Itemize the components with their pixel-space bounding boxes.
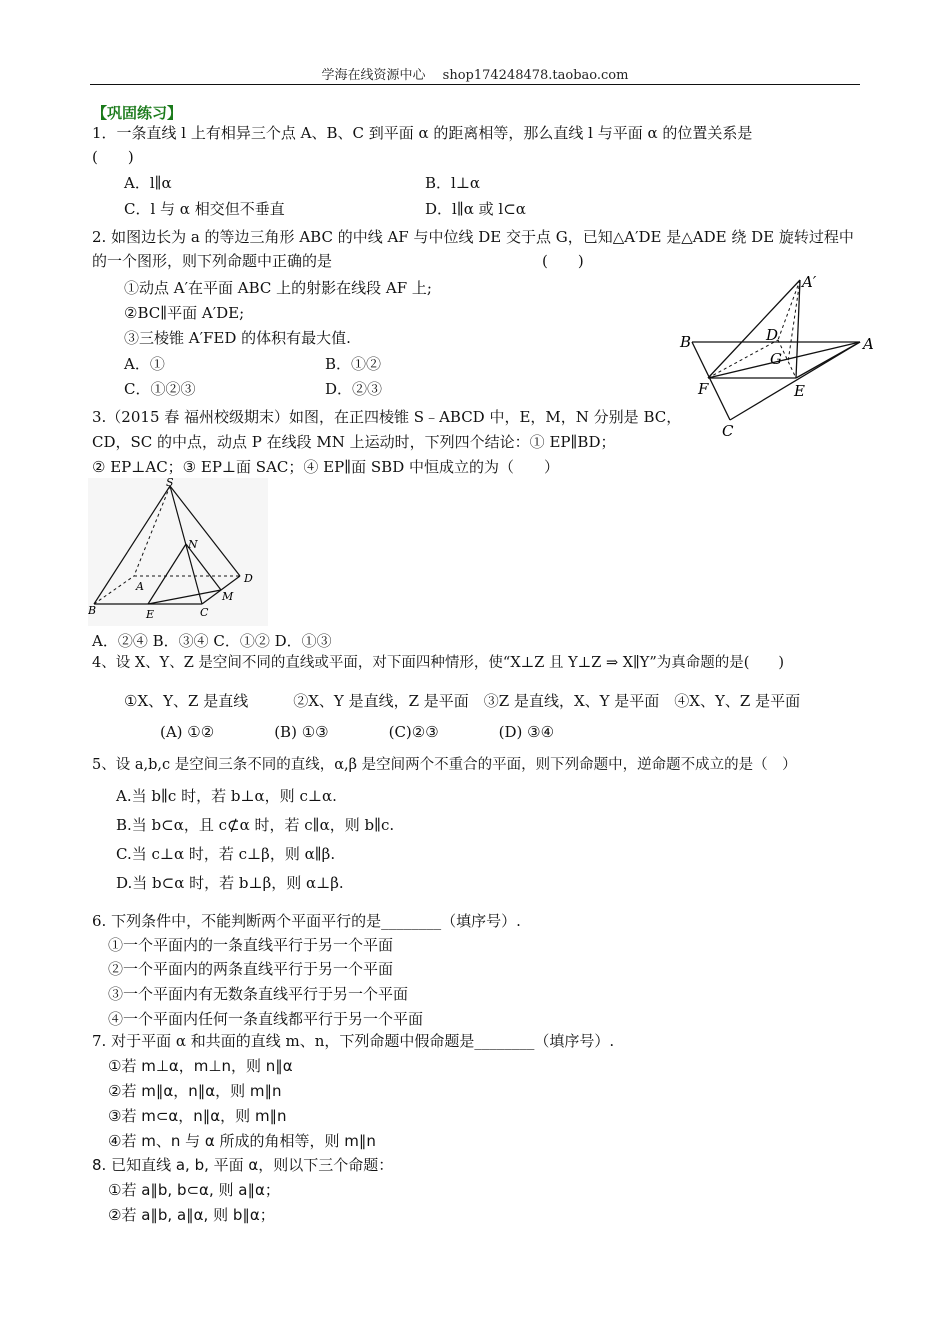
q8-stem: 8. 已知直线 a, b, 平面 α，则以下三个命题： <box>92 1156 394 1174</box>
q1-option-d: D．l∥α 或 l⊂α <box>425 200 526 218</box>
q1-stem-line-1: 1．一条直线 l 上有相异三个点 A、B、C 到平面 α 的距离相等，那么直线 l 与平面 α 的位置关系是 <box>92 124 753 142</box>
fig2-edge-aprime-f <box>708 280 800 378</box>
q8-item-2: ②若 a∥b, a∥α, 则 b∥α； <box>108 1206 275 1224</box>
q7-item-2: ②若 m∥α，n∥α，则 m∥n <box>108 1082 282 1100</box>
q6-item-3: ③一个平面内有无数条直线平行于另一个平面 <box>108 985 409 1003</box>
q6-item-4: ④一个平面内任何一条直线都平行于另一个平面 <box>108 1010 424 1028</box>
fig2-median-fa <box>708 342 860 378</box>
q5-option-c: C.当 c⊥α 时，若 c⊥β，则 α∥β. <box>116 845 336 863</box>
q3-pyramid-figure <box>88 478 268 626</box>
q7-item-4: ④若 m、n 与 α 所成的角相等，则 m∥n <box>108 1132 376 1150</box>
q7-item-3: ③若 m⊂α，n∥α，则 m∥n <box>108 1107 287 1125</box>
fig2-label-e: E <box>794 382 805 400</box>
header-rule <box>90 84 860 85</box>
q2-statement-1: ①动点 A′在平面 ABC 上的射影在线段 AF 上; <box>124 279 432 297</box>
q2-statement-3: ③三棱锥 A′FED 的体积有最大值. <box>124 329 351 347</box>
fig2-label-aprime: A′ <box>802 273 817 291</box>
fig3-label-b: B <box>88 604 97 617</box>
q2-stem-line-1: 2. 如图边长为 a 的等边三角形 ABC 的中线 AF 与中位线 DE 交于点 G，已知△A′DE 是△ADE 绕 DE 旋转过程中 <box>92 228 854 246</box>
q2-option-b: B．①② <box>325 355 382 373</box>
q6-item-2: ②一个平面内的两条直线平行于另一个平面 <box>108 960 394 978</box>
q3-options: A．②④ B．③④ C．①② D．①③ <box>92 632 332 650</box>
q3-stem-line-2: CD，SC 的中点，动点 P 在线段 MN 上运动时，下列四个结论：① EP∥BD； <box>92 433 616 451</box>
fig3-label-d: D <box>244 572 253 585</box>
fig2-label-g: G <box>770 350 782 368</box>
fig3-label-s: S <box>166 478 174 489</box>
fig2-edge-aprime-d <box>778 280 800 340</box>
q4-stem: 4、设 X、Y、Z 是空间不同的直线或平面，对下面四种情形，使“X⊥Z 且 Y⊥Z ⇒ X∥Y”为真命题的是( ) <box>92 655 785 671</box>
fig3-label-n: N <box>188 538 198 551</box>
q6-stem: 6. 下列条件中，不能判断两个平面平行的是________（填序号）. <box>92 912 521 930</box>
q2-stem-line-2: 的一个图形，则下列命题中正确的是 ( ) <box>92 252 584 270</box>
q5-stem: 5、设 a,b,c 是空间三条不同的直线，α,β 是空间两个不重合的平面，则下列命题中，逆命题不成立的是（ ） <box>92 757 797 773</box>
q7-stem: 7. 对于平面 α 和共面的直线 m、n，下列命题中假命题是________（填序号）. <box>92 1032 615 1050</box>
q5-option-a: A.当 b∥c 时，若 b⊥α，则 c⊥α. <box>116 787 337 805</box>
fig2-label-c: C <box>722 422 734 440</box>
q6-item-1: ①一个平面内的一条直线平行于另一个平面 <box>108 936 394 954</box>
fig3-label-e: E <box>146 608 155 621</box>
q4-choices: (A) ①② (B) ①③ (C)②③ (D) ③④ <box>160 723 555 741</box>
q2-option-a: A．① <box>124 355 165 373</box>
q3-stem-line-1: 3.（2015 春 福州校级期末）如图，在正四棱锥 S﹣ABCD 中，E，M，N 分别是 BC， <box>92 408 682 426</box>
q2-triangle-figure <box>660 270 890 440</box>
fig2-label-f: F <box>698 380 709 398</box>
q2-option-d: D．②③ <box>325 380 383 398</box>
q1-stem-line-2: ( ) <box>92 148 134 166</box>
q1-option-c: C．l 与 α 相交但不垂直 <box>124 200 285 218</box>
q5-option-b: B.当 b⊂α，且 c⊄α 时，若 c∥α，则 b∥c. <box>116 816 395 834</box>
page-header: 学海在线资源中心 shop174248478.taobao.com <box>321 68 629 83</box>
q8-item-1: ①若 a∥b, b⊂α, 则 a∥α； <box>108 1181 280 1199</box>
q2-statement-2: ②BC∥平面 A′DE; <box>124 304 245 322</box>
section-title: 【巩固练习】 <box>92 104 183 122</box>
fig2-edge-fd <box>708 340 778 378</box>
q4-cases: ①X、Y、Z 是直线 ②X、Y 是直线，Z 是平面 ③Z 是直线，X、Y 是平面 ④X、Y、Z 是平面 <box>124 692 801 710</box>
q1-option-a: A．l∥α <box>124 174 172 192</box>
fig2-label-a: A <box>863 335 874 353</box>
q1-option-b: B．l⊥α <box>425 174 481 192</box>
fig2-edge-ea <box>796 342 860 378</box>
fig3-label-a: A <box>136 580 144 593</box>
q5-option-d: D.当 b⊂α 时，若 b⊥β，则 α⊥β. <box>116 874 344 892</box>
q7-item-1: ①若 m⊥α，m⊥n，则 n∥α <box>108 1057 293 1075</box>
q3-stem-line-3: ② EP⊥AC；③ EP⊥面 SAC；④ EP∥面 SBD 中恒成立的为（ ） <box>92 458 559 476</box>
q2-option-c: C．①②③ <box>124 380 196 398</box>
fig3-label-m: M <box>222 590 234 603</box>
fig2-label-b: B <box>680 333 692 351</box>
fig2-label-d: D <box>766 326 779 344</box>
fig3-label-c: C <box>200 606 209 619</box>
